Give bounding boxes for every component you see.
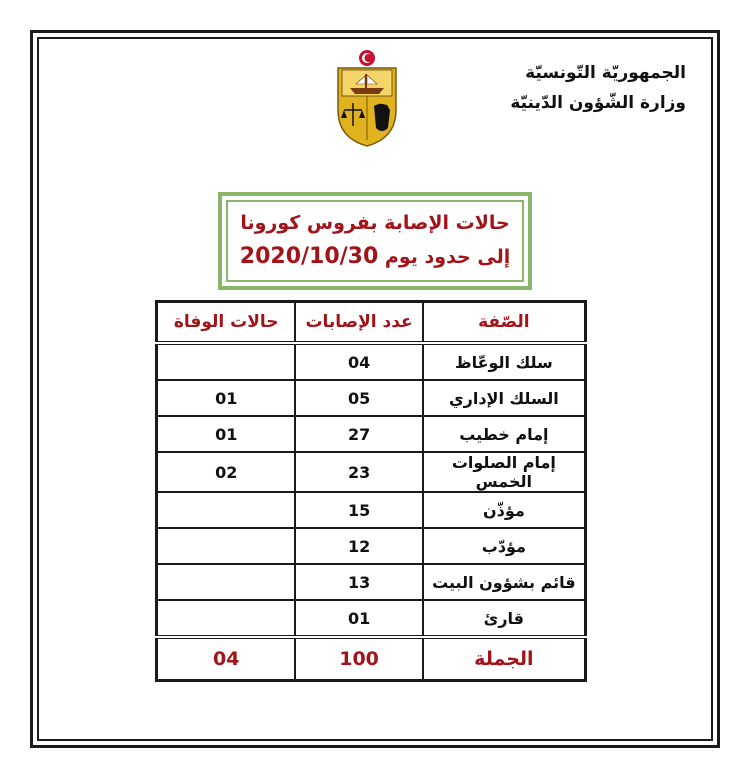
table-header-row	[157, 302, 586, 344]
row-infections: 05	[295, 380, 422, 416]
tunisia-coat-of-arms-icon	[332, 48, 402, 148]
row-infections: 27	[295, 416, 422, 452]
row-category: إمام الصلوات الخمس	[423, 452, 586, 492]
cases-table	[155, 300, 587, 682]
row-infections: 01	[295, 600, 422, 637]
header-infections: عدد الإصابات	[295, 302, 422, 344]
report-date-prefix: إلى حدود يوم	[384, 246, 511, 268]
row-deaths: 01	[157, 416, 296, 452]
row-deaths: 02	[157, 452, 296, 492]
row-deaths	[157, 492, 296, 528]
table-row	[157, 452, 586, 492]
republic-name: الجمهوريّة التّونسيّة	[525, 63, 686, 83]
report-title-inner	[226, 200, 524, 282]
total-deaths: 04	[157, 637, 296, 681]
total-label: الجملة	[423, 637, 586, 681]
row-infections: 04	[295, 343, 422, 380]
table-row	[157, 380, 586, 416]
header-deaths: حالات الوفاة	[157, 302, 296, 344]
table-row	[157, 528, 586, 564]
row-category: السلك الإداري	[423, 380, 586, 416]
report-title: حالات الإصابة بفروس كورونا	[240, 212, 510, 234]
table-row	[157, 492, 586, 528]
table-row	[157, 564, 586, 600]
row-deaths: 01	[157, 380, 296, 416]
table-row	[157, 600, 586, 637]
ministry-name: وزارة الشّؤون الدّينيّة	[510, 93, 686, 113]
row-category: مؤذّن	[423, 492, 586, 528]
row-category: سلك الوعّاظ	[423, 343, 586, 380]
row-category: قائم بشؤون البيت	[423, 564, 586, 600]
row-deaths	[157, 600, 296, 637]
row-category: إمام خطيب	[423, 416, 586, 452]
row-infections: 23	[295, 452, 422, 492]
row-deaths	[157, 528, 296, 564]
report-date-line	[228, 244, 522, 269]
row-infections: 15	[295, 492, 422, 528]
row-deaths	[157, 343, 296, 380]
header-category: الصّفة	[423, 302, 586, 344]
report-title-box	[218, 192, 532, 290]
row-category: مؤدّب	[423, 528, 586, 564]
row-infections: 12	[295, 528, 422, 564]
ministry-header	[446, 58, 686, 118]
total-infections: 100	[295, 637, 422, 681]
table-row	[157, 416, 586, 452]
report-date: 2020/10/30	[239, 244, 379, 269]
row-deaths	[157, 564, 296, 600]
row-category: قارئ	[423, 600, 586, 637]
table-row	[157, 343, 586, 380]
table-total-row	[157, 637, 586, 681]
row-infections: 13	[295, 564, 422, 600]
